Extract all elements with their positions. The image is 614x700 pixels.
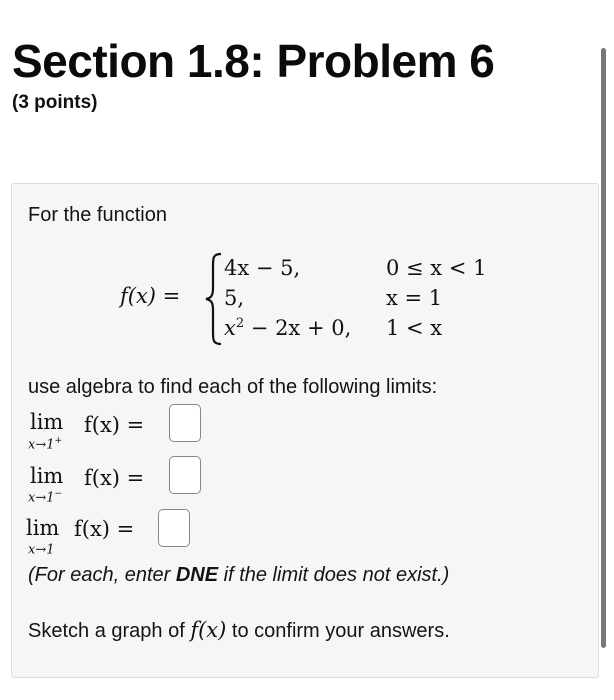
sketch-function: f(x) — [190, 618, 227, 642]
limit-two-sided-answer-input[interactable] — [158, 509, 190, 547]
limit-3-expr: f(x) = — [74, 517, 135, 541]
limit-1-word: lim — [30, 410, 64, 434]
sketch-instruction: Sketch a graph of f(x) to confirm your answers. — [28, 618, 450, 642]
piece-1-condition: 0 ≤ x < 1 — [386, 256, 487, 280]
limit-3-word: lim — [26, 516, 60, 540]
problem-card — [11, 183, 599, 678]
piece-2-condition: x = 1 — [386, 286, 443, 310]
scrollbar[interactable] — [601, 48, 606, 648]
dne-keyword: DNE — [175, 564, 219, 586]
dne-note: (For each, enter DNE if the limit does not exist.) — [28, 564, 450, 586]
piece-2-expr: 5, — [224, 286, 245, 310]
limit-left-answer-input[interactable] — [169, 456, 201, 494]
limit-1-expr: f(x) = — [84, 413, 145, 437]
piece-3-base: x — [224, 316, 236, 340]
piece-3-expr — [224, 316, 351, 340]
function-lhs: f(x) = — [120, 284, 181, 308]
points-label: (3 points) — [12, 92, 98, 113]
piece-3-rest: − 2x + 0, — [244, 316, 352, 340]
limit-2-subscript: x→1− — [28, 489, 63, 506]
limit-2-expr: f(x) = — [84, 466, 145, 490]
left-brace-icon — [203, 252, 225, 346]
limit-3-subscript: x→1 — [28, 542, 55, 558]
limit-right-answer-input[interactable] — [169, 404, 201, 442]
piece-3-condition: 1 < x — [386, 316, 443, 340]
instruction-text: use algebra to find each of the following limits: — [28, 376, 438, 398]
limit-2-word: lim — [30, 464, 64, 488]
piece-1-expr: 4x − 5, — [224, 256, 301, 280]
intro-text: For the function — [28, 204, 167, 226]
piece-3-exponent: 2 — [235, 316, 245, 331]
page-title: Section 1.8: Problem 6 — [12, 35, 495, 87]
limit-1-subscript: x→1+ — [28, 436, 63, 453]
